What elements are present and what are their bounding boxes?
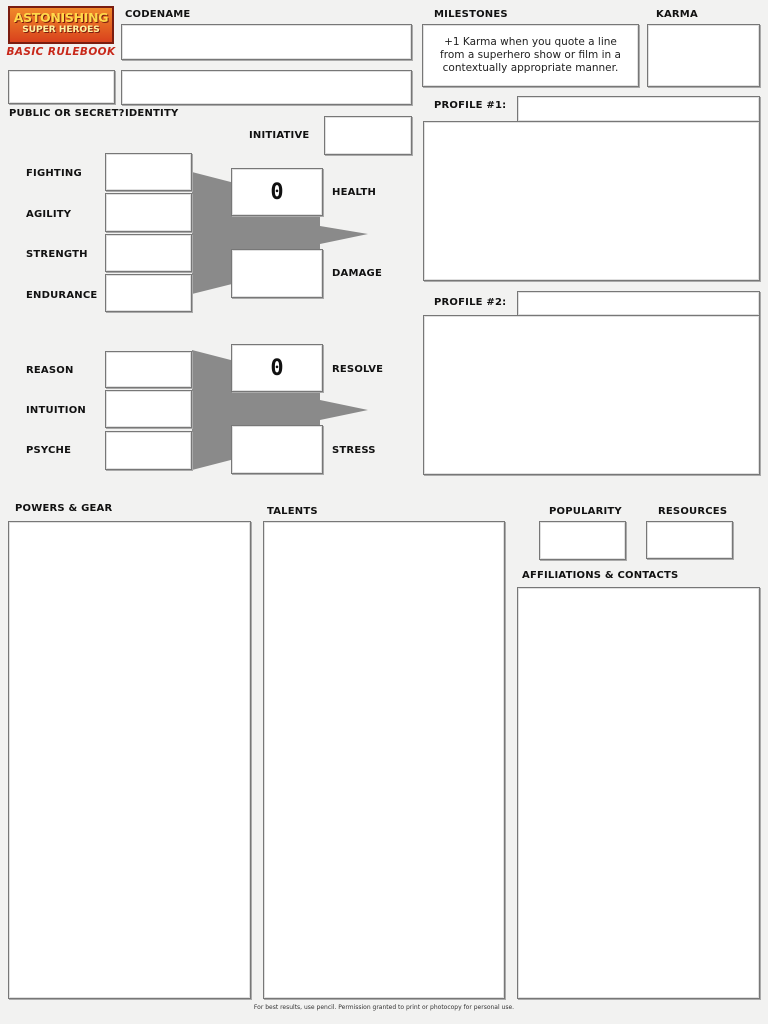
milestones-label: MILESTONES	[434, 9, 508, 20]
psyche-label: PSYCHE	[26, 445, 72, 456]
talents-label: TALENTS	[267, 506, 318, 517]
fighting-label: FIGHTING	[26, 168, 82, 179]
agility-label: AGILITY	[26, 209, 72, 220]
footer-note: For best results, use pencil. Permission granted to print or photocopy for personal use.	[253, 1004, 515, 1011]
strength-field[interactable]	[105, 234, 192, 272]
resources-field[interactable]	[646, 521, 733, 559]
endurance-label: ENDURANCE	[26, 290, 98, 301]
powers-field[interactable]	[8, 521, 251, 999]
health-label: HEALTH	[332, 187, 377, 198]
logo-book: BASIC RULEBOOK	[6, 46, 116, 58]
intuition-label: INTUITION	[26, 405, 86, 416]
profile2-label: PROFILE #2:	[434, 297, 507, 308]
profile1-name-field[interactable]	[517, 96, 760, 122]
profile2-body[interactable]	[423, 315, 760, 475]
damage-field[interactable]	[231, 249, 323, 298]
affiliations-field[interactable]	[517, 587, 760, 999]
reason-field[interactable]	[105, 351, 192, 388]
resolve-value: 0	[270, 355, 284, 381]
strength-label: STRENGTH	[26, 249, 88, 260]
endurance-field[interactable]	[105, 274, 192, 312]
stress-field[interactable]	[231, 425, 323, 474]
profile2-name-field[interactable]	[517, 291, 760, 316]
popularity-label: POPULARITY	[549, 506, 622, 517]
powers-label: POWERS & GEAR	[15, 503, 113, 514]
talents-field[interactable]	[263, 521, 505, 999]
health-value: 0	[270, 179, 284, 205]
fighting-field[interactable]	[105, 153, 192, 191]
codename-label: CODENAME	[125, 9, 191, 20]
resources-label: RESOURCES	[658, 506, 728, 517]
resolve-field[interactable]	[231, 344, 323, 392]
stress-label: STRESS	[332, 445, 376, 456]
affiliations-label: AFFILIATIONS & CONTACTS	[522, 570, 679, 581]
health-field[interactable]	[231, 168, 323, 216]
karma-label: KARMA	[656, 9, 698, 20]
initiative-label: INITIATIVE	[249, 130, 310, 141]
logo-subtitle: SUPER HEROES	[22, 25, 100, 35]
identity-label: IDENTITY	[125, 108, 179, 119]
intuition-field[interactable]	[105, 390, 192, 428]
public-secret-label: PUBLIC OR SECRET?	[9, 108, 125, 119]
popularity-field[interactable]	[539, 521, 626, 560]
damage-label: DAMAGE	[332, 268, 382, 279]
logo-title: ASTONISHING	[13, 10, 109, 25]
psyche-field[interactable]	[105, 431, 192, 470]
reason-label: REASON	[26, 365, 74, 376]
resolve-label: RESOLVE	[332, 364, 384, 375]
agility-field[interactable]	[105, 193, 192, 232]
milestones-text: +1 Karma when you quote a line from a superhero show or film in a contextually appropriate manner.	[440, 36, 621, 74]
profile1-label: PROFILE #1:	[434, 100, 507, 111]
profile1-body[interactable]	[423, 121, 760, 281]
